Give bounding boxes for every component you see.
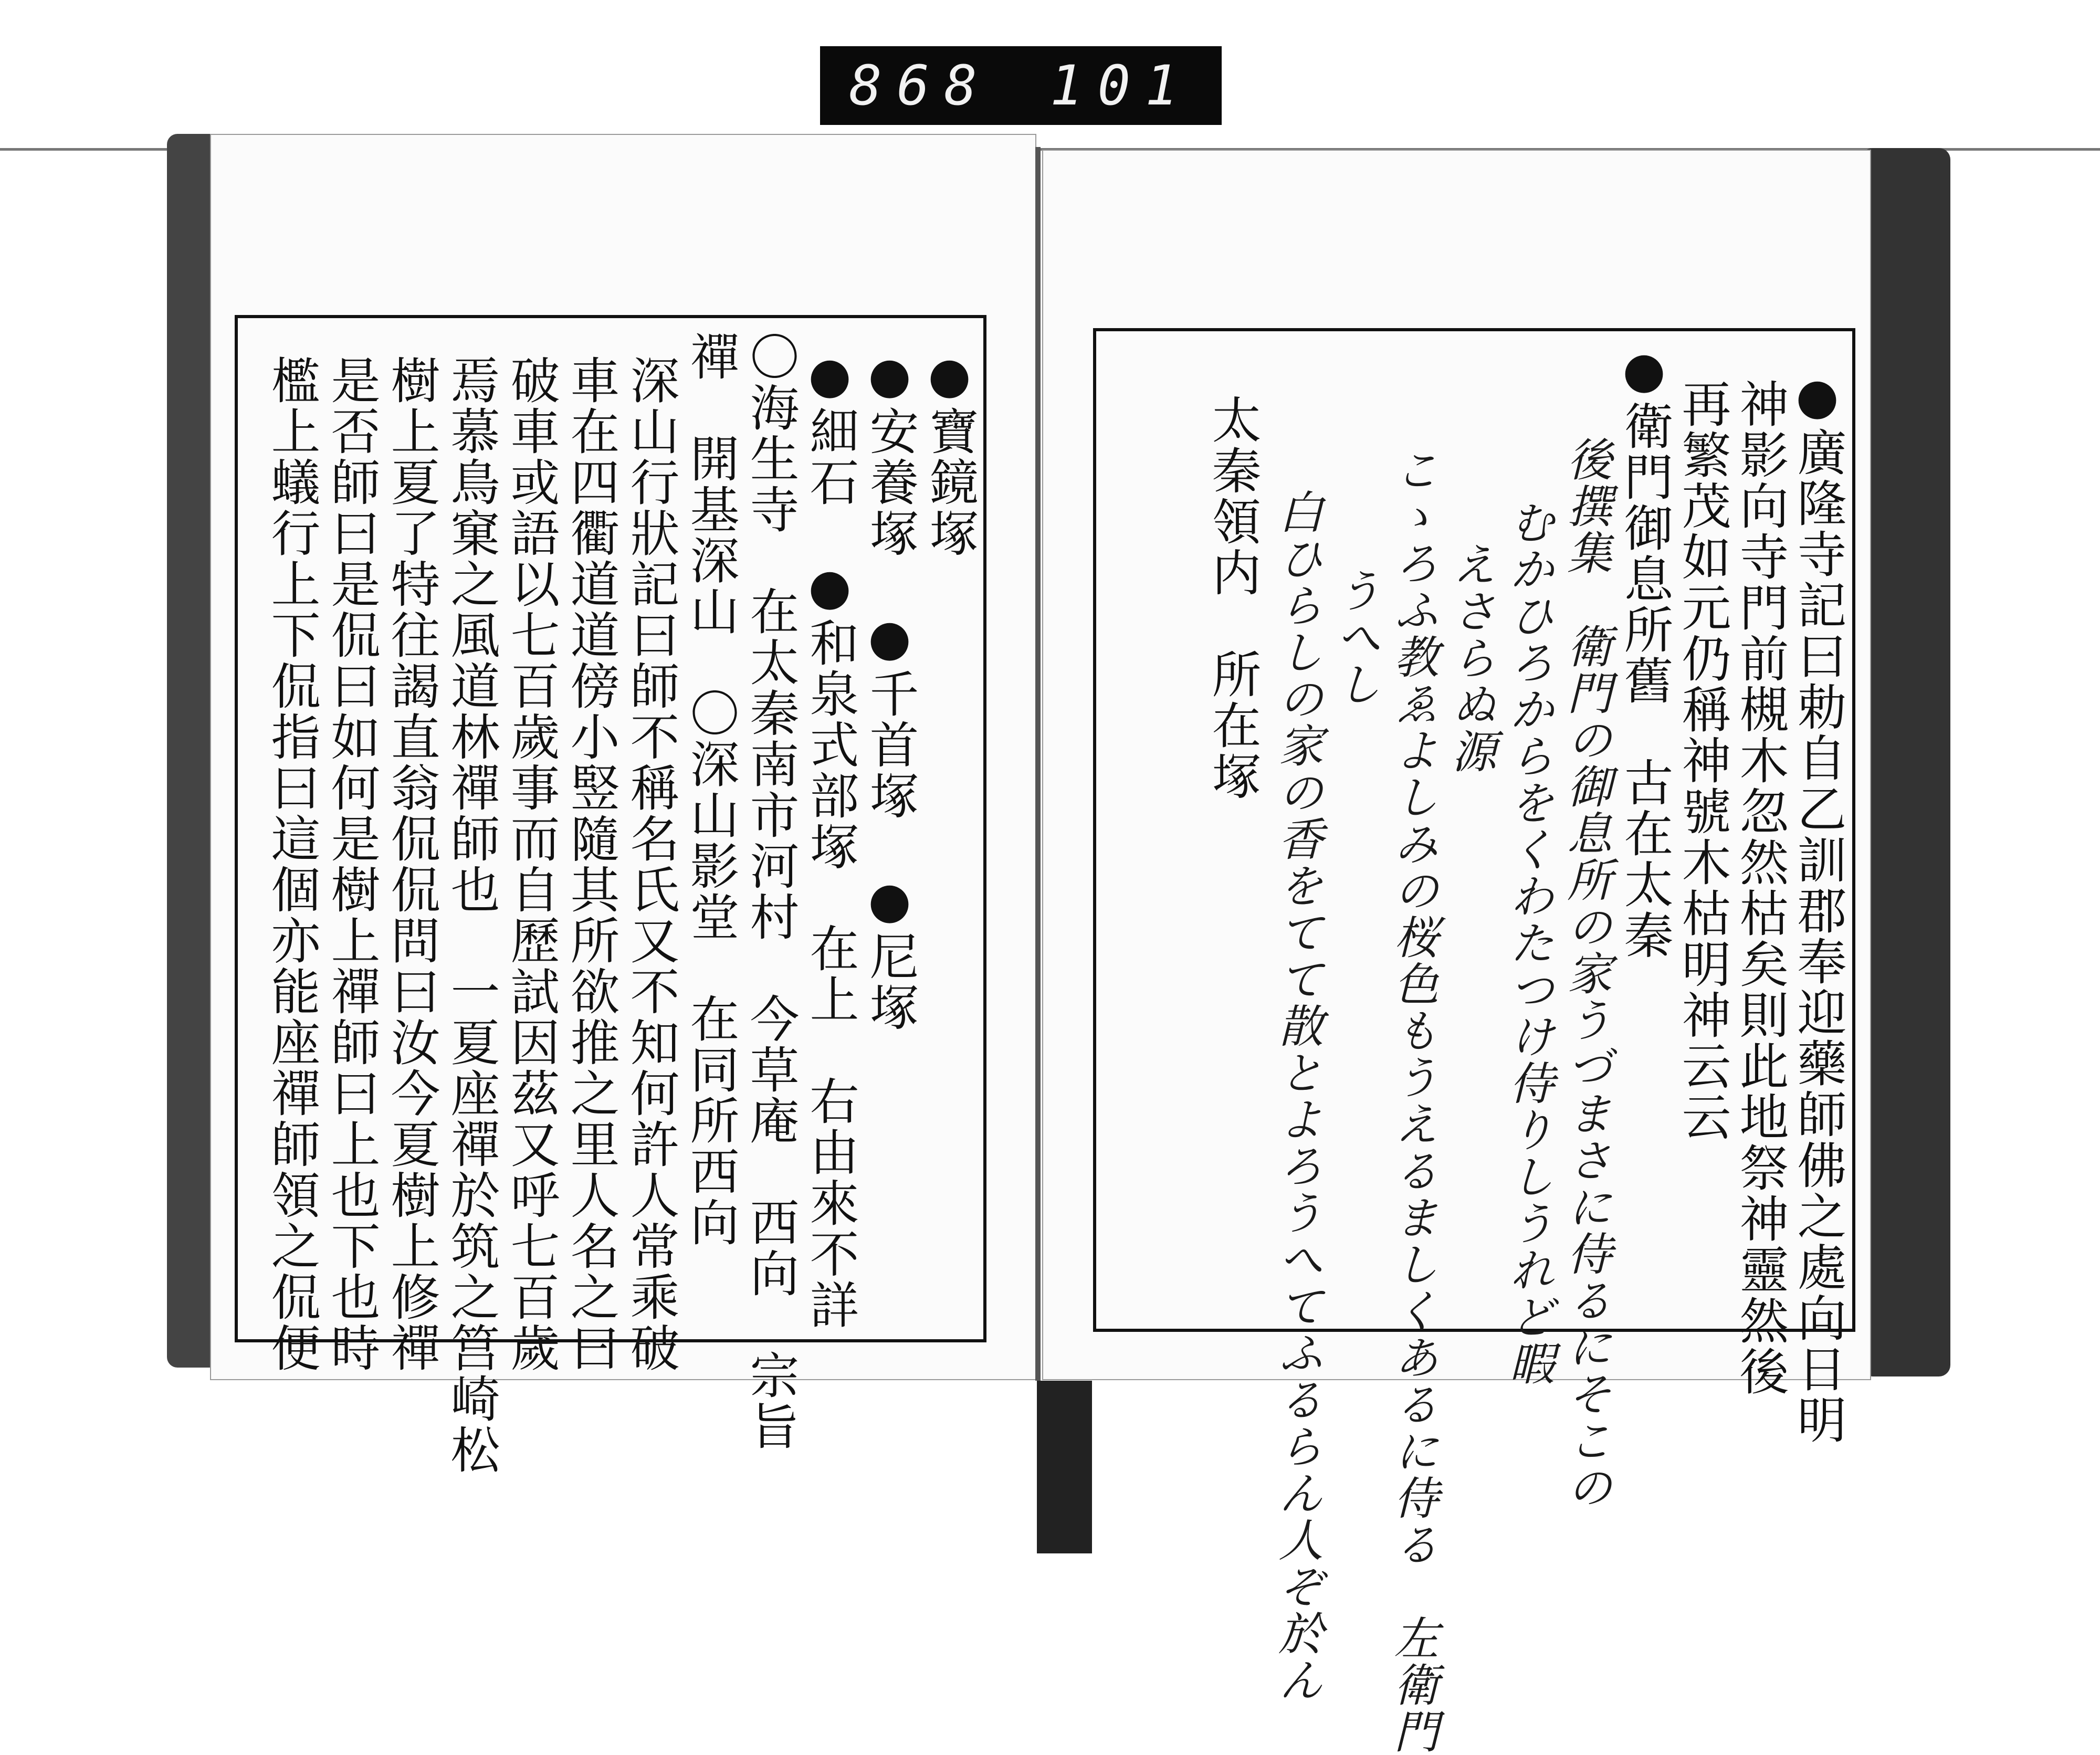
text-column: 太秦領内 所在塚	[1203, 394, 1261, 802]
text-column: ●衛門御息所舊 古在太秦	[1615, 342, 1673, 961]
right-book-edge	[1861, 148, 1950, 1376]
text-column: えさらぬ源	[1444, 541, 1496, 775]
text-column: むかひろからをくわたつけ侍りしうれど暇	[1502, 499, 1554, 1387]
text-column: 車在四衢道道傍小竪隨其所欲推之里人名之曰	[562, 355, 619, 1373]
right-text-frame	[1093, 328, 1855, 1755]
text-column: 是否師曰是侃曰如何是樹上禪師曰上也下也時	[322, 355, 380, 1373]
frame-number-left: 868	[849, 54, 992, 118]
text-column: うへし	[1328, 568, 1381, 708]
text-column: ●安養塚 ●千首塚 ●尼塚	[861, 347, 918, 1033]
frame-number-right: 101	[1049, 54, 1193, 118]
text-column: 焉慕鳥窠之風道林禪師也 一夏座禪於筑之筥崎松	[442, 355, 499, 1475]
left-text-frame	[235, 315, 986, 1475]
text-column: ●細石 ●和泉式部塚 在上 右由來不詳	[801, 347, 858, 1330]
text-column: 神影向寺門前槻木忽然枯矣則此地祭神靈然後	[1731, 379, 1788, 1397]
text-column: 檻上蟻行上下侃指曰這個亦能座禪師領之侃便	[262, 355, 320, 1373]
page-fold	[1035, 147, 1041, 1381]
text-column: こゝろふ教ゑよしみの桜色もうえるましくあるに侍る 左衛門	[1386, 447, 1438, 1755]
text-column: 深山行狀記曰師不稱名氏又不知何許人常乘破	[622, 355, 679, 1373]
text-column: 禪 開基深山 〇深山影堂 在同所西向	[681, 331, 739, 1248]
text-column: ●廣隆寺記曰勅自乙訓郡奉迎藥師佛之處向日明	[1789, 368, 1846, 1445]
text-column: 破車或語以七百歲事而自歷試因茲又呼七百歲	[502, 355, 559, 1373]
text-column: 後撰集 衛門の御息所の家うづまさに侍るにそこの	[1559, 436, 1612, 1511]
text-column: 樹上夏了特往謁直翁侃侃問曰汝今夏樹上修禪	[382, 355, 439, 1373]
binding-gutter	[1037, 1381, 1092, 1553]
text-column: ●寶鏡塚	[921, 347, 978, 559]
text-column: 〇海生寺 在太秦南市河村 今草庵 西向 宗旨	[741, 331, 799, 1452]
text-column: 再繁茂如元仍稱神號木枯明神云云	[1673, 379, 1730, 1142]
microfilm-frame-label	[820, 46, 1222, 125]
text-column: 白ひらしの家の香をてて散とよろうへてふるらん人ぞ於ん	[1270, 489, 1323, 1704]
